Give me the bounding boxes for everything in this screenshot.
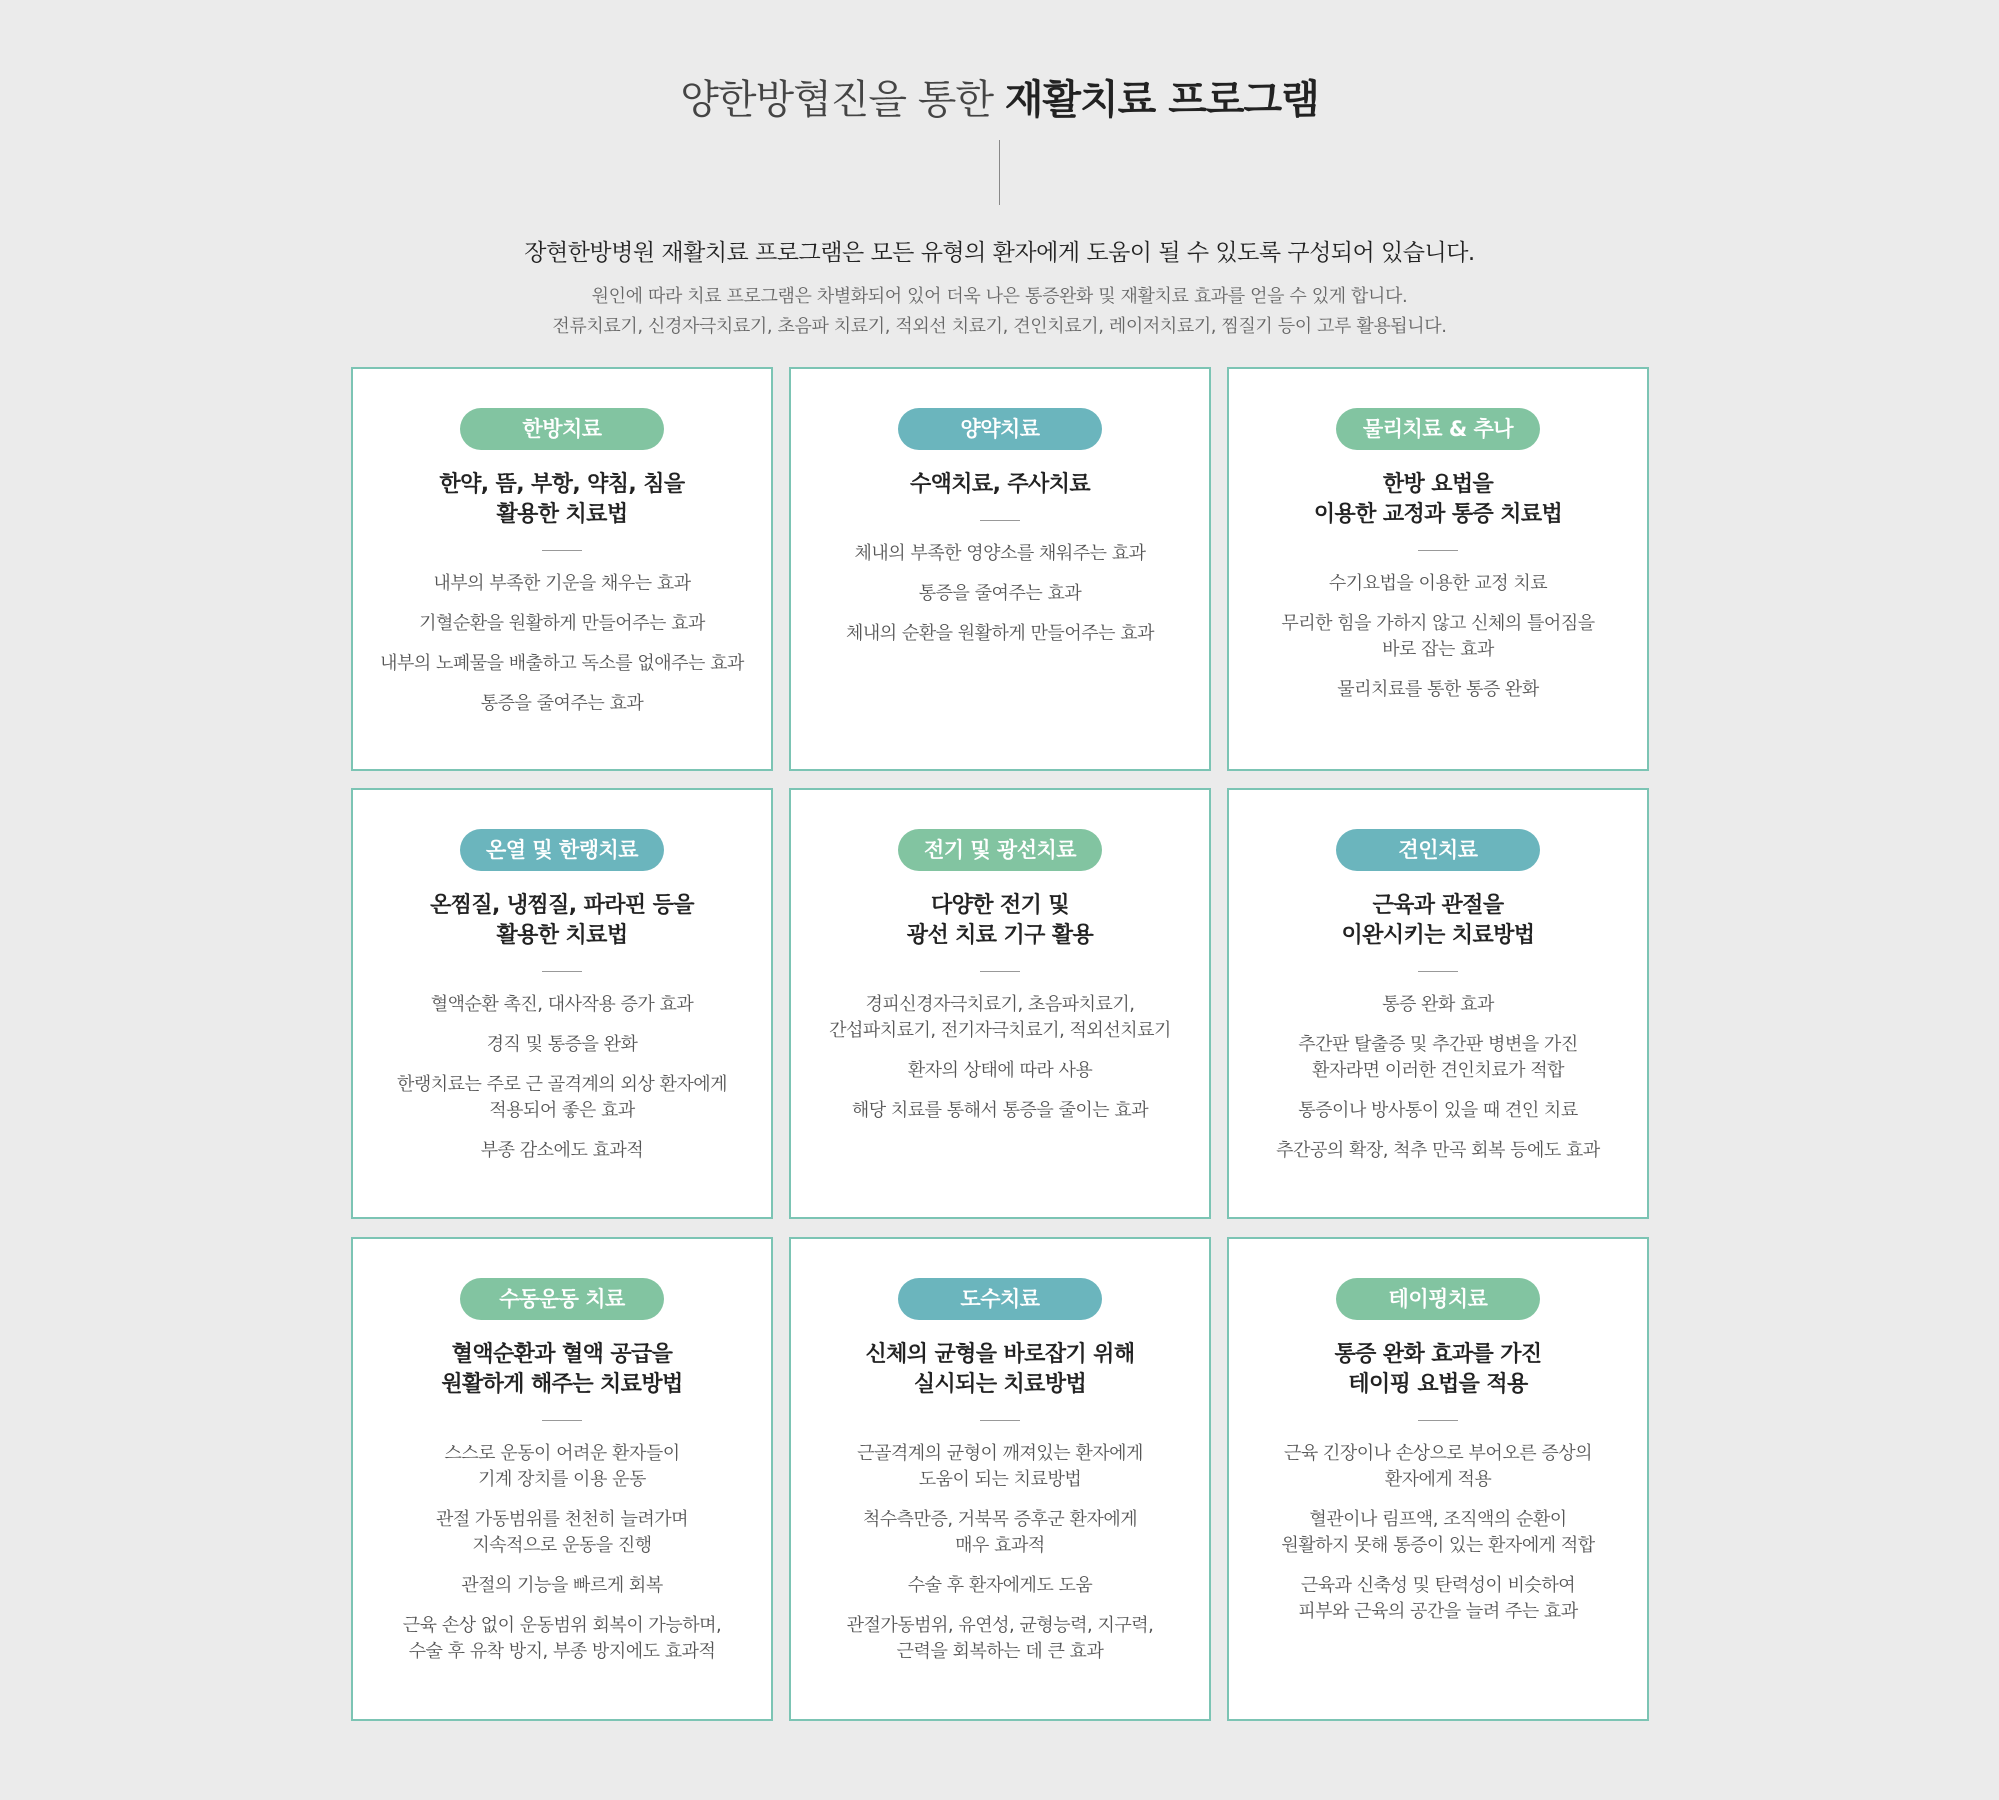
effect-item (363, 992, 761, 1018)
effect-item (801, 1613, 1199, 1665)
program-heading-line: 수액치료, 주사치료 (909, 472, 1091, 497)
effect-item (801, 1573, 1199, 1599)
title-bold: 재활치료 프로그램 (1004, 77, 1319, 123)
effect-item (363, 1507, 761, 1559)
effect-list (791, 1441, 1209, 1665)
effect-item (363, 611, 761, 637)
effect-list (1229, 1441, 1647, 1625)
program-card (789, 1237, 1211, 1721)
effect-item (363, 1573, 761, 1599)
effect-list (791, 992, 1209, 1124)
program-label-badge: 도수치료 (898, 1278, 1102, 1320)
program-label-badge: 전기 및 광선치료 (898, 829, 1102, 871)
effect-item-line: 기계 장치를 이용 운동 (478, 1469, 646, 1490)
program-heading-line: 신체의 균형을 바로잡기 위해 (865, 1342, 1135, 1367)
effect-list (353, 1441, 771, 1665)
program-heading (1229, 1340, 1647, 1400)
heading-separator (542, 1420, 582, 1421)
program-card (1227, 1237, 1649, 1721)
effect-item-line: 통증을 줄여주는 효과 (918, 583, 1082, 604)
heading-separator (1418, 550, 1458, 551)
effect-item-line: 지속적으로 운동을 진행 (472, 1535, 652, 1556)
effect-item (363, 651, 761, 677)
effect-item-line: 체내의 순환을 원활하게 만들어주는 효과 (846, 623, 1154, 644)
page-title (0, 74, 1999, 126)
effect-item-line: 추간공의 확장, 척추 만곡 회복 등에도 효과 (1276, 1140, 1600, 1161)
effect-item-line: 내부의 부족한 기운을 채우는 효과 (433, 573, 691, 594)
effect-item-line: 수술 후 환자에게도 도움 (907, 1575, 1093, 1596)
program-label-badge: 테이핑치료 (1336, 1278, 1540, 1320)
heading-separator (980, 971, 1020, 972)
program-card (789, 367, 1211, 771)
effect-item (363, 1072, 761, 1124)
program-heading-line: 온찜질, 냉찜질, 파라핀 등을 (430, 893, 694, 918)
effect-item-line: 간섭파치료기, 전기자극치료기, 적외선치료기 (829, 1020, 1171, 1041)
effect-item-line: 척수측만증, 거북목 증후군 환자에게 (862, 1509, 1138, 1530)
effect-item (1239, 611, 1637, 663)
program-heading (791, 891, 1209, 951)
description (0, 282, 1999, 342)
effect-item-line: 근육 긴장이나 손상으로 부어오른 증상의 (1284, 1443, 1592, 1464)
heading-separator (1418, 1420, 1458, 1421)
program-heading (353, 470, 771, 530)
program-heading-line: 테이핑 요법을 적용 (1348, 1372, 1528, 1397)
program-heading (353, 891, 771, 951)
title-divider (999, 140, 1000, 205)
effect-item (1239, 1032, 1637, 1084)
program-heading-line: 광선 치료 기구 활용 (906, 923, 1094, 948)
program-label-badge: 온열 및 한랭치료 (460, 829, 664, 871)
program-heading-line: 이용한 교정과 통증 치료법 (1313, 502, 1563, 527)
effect-item (801, 1441, 1199, 1493)
effect-item-line: 환자의 상태에 따라 사용 (907, 1060, 1093, 1081)
effect-list (791, 541, 1209, 647)
title-light: 양한방협진을 통한 (680, 77, 994, 123)
effect-item (801, 1058, 1199, 1084)
effect-item-line: 수기요법을 이용한 교정 치료 (1328, 573, 1548, 594)
program-heading-line: 원활하게 해주는 치료방법 (441, 1372, 683, 1397)
program-label-badge: 수동운동 치료 (460, 1278, 664, 1320)
effect-item (1239, 677, 1637, 703)
effect-item (1239, 992, 1637, 1018)
heading-separator (1418, 971, 1458, 972)
program-heading-line: 실시되는 치료방법 (913, 1372, 1087, 1397)
effect-item-line: 환자에게 적용 (1384, 1469, 1492, 1490)
heading-separator (980, 1420, 1020, 1421)
effect-item (1239, 1507, 1637, 1559)
effect-item-line: 통증을 줄여주는 효과 (480, 693, 644, 714)
effect-item-line: 통증이나 방사통이 있을 때 견인 치료 (1298, 1100, 1578, 1121)
program-heading (791, 470, 1209, 500)
effect-item-line: 부종 감소에도 효과적 (480, 1140, 644, 1161)
effect-item-line: 한랭치료는 주로 근 골격계의 외상 환자에게 (396, 1074, 728, 1095)
effect-item-line: 근력을 회복하는 데 큰 효과 (896, 1641, 1104, 1662)
effect-item-line: 체내의 부족한 영양소를 채워주는 효과 (854, 543, 1146, 564)
effect-item (363, 1138, 761, 1164)
program-heading-line: 한약, 뜸, 부항, 약침, 침을 (439, 472, 685, 497)
effect-item-line: 통증 완화 효과 (1382, 994, 1494, 1015)
effect-item (1239, 1573, 1637, 1625)
effect-item (1239, 571, 1637, 597)
effect-item-line: 추간판 탈출증 및 추간판 병변을 가진 (1298, 1034, 1578, 1055)
program-heading (791, 1340, 1209, 1400)
effect-list (353, 571, 771, 717)
effect-item (363, 571, 761, 597)
effect-item-line: 매우 효과적 (955, 1535, 1045, 1556)
program-heading (353, 1340, 771, 1400)
program-heading-line: 통증 완화 효과를 가진 (1334, 1342, 1542, 1367)
program-card (789, 788, 1211, 1219)
program-card (1227, 367, 1649, 771)
effect-item-line: 무리한 힘을 가하지 않고 신체의 틀어짐을 (1281, 613, 1595, 634)
program-label-badge: 물리치료 & 추나 (1336, 408, 1540, 450)
effect-item-line: 근육과 신축성 및 탄력성이 비슷하여 (1300, 1575, 1576, 1596)
effect-item-line: 근육 손상 없이 운동범위 회복이 가능하며, (402, 1615, 722, 1636)
effect-list (1229, 992, 1647, 1164)
heading-separator (542, 971, 582, 972)
effect-item-line: 혈관이나 림프액, 조직액의 순환이 (1309, 1509, 1567, 1530)
effect-item-line: 혈액순환 촉진, 대사작용 증가 효과 (430, 994, 694, 1015)
effect-item (363, 1441, 761, 1493)
description-line: 전류치료기, 신경자극치료기, 초음파 치료기, 적외선 치료기, 견인치료기, 레이저치료기, 찜질기 등이 고루 활용됩니다. (552, 316, 1447, 337)
program-heading-line: 이완시키는 치료방법 (1341, 923, 1535, 948)
effect-item (801, 581, 1199, 607)
effect-item (801, 1507, 1199, 1559)
effect-item-line: 근골격계의 균형이 깨져있는 환자에게 (857, 1443, 1143, 1464)
program-card (351, 788, 773, 1219)
effect-list (353, 992, 771, 1164)
program-heading (1229, 470, 1647, 530)
effect-item-line: 관절의 기능을 빠르게 회복 (461, 1575, 663, 1596)
effect-item-line: 해당 치료를 통해서 통증을 줄이는 효과 (851, 1100, 1149, 1121)
program-heading-line: 활용한 치료법 (496, 923, 628, 948)
program-label-badge: 양약치료 (898, 408, 1102, 450)
effect-item-line: 환자라면 이러한 견인치료가 적합 (1311, 1060, 1565, 1081)
effect-item-line: 물리치료를 통한 통증 완화 (1337, 679, 1539, 700)
heading-separator (542, 550, 582, 551)
heading-separator (980, 520, 1020, 521)
effect-item-line: 원활하지 못해 통증이 있는 환자에게 적합 (1281, 1535, 1595, 1556)
effect-item-line: 도움이 되는 치료방법 (918, 1469, 1082, 1490)
effect-item (801, 621, 1199, 647)
effect-item-line: 관절가동범위, 유연성, 균형능력, 지구력, (846, 1615, 1154, 1636)
program-label-badge: 한방치료 (460, 408, 664, 450)
program-card (351, 1237, 773, 1721)
effect-item (1239, 1441, 1637, 1493)
effect-item-line: 내부의 노폐물을 배출하고 독소를 없애주는 효과 (380, 653, 744, 674)
effect-item (801, 992, 1199, 1044)
effect-item (363, 1613, 761, 1665)
effect-item-line: 기혈순환을 원활하게 만들어주는 효과 (419, 613, 705, 634)
effect-item-line: 스스로 운동이 어려운 환자들이 (444, 1443, 680, 1464)
program-heading-line: 혈액순환과 혈액 공급을 (451, 1342, 673, 1367)
effect-item-line: 경직 및 통증을 완화 (486, 1034, 638, 1055)
effect-item-line: 피부와 근육의 공간을 늘려 주는 효과 (1298, 1601, 1578, 1622)
program-heading-line: 활용한 치료법 (496, 502, 628, 527)
description-line: 원인에 따라 치료 프로그램은 차별화되어 있어 더욱 나은 통증완화 및 재활치료 효과를 얻을 수 있게 합니다. (591, 286, 1408, 307)
program-heading (1229, 891, 1647, 951)
effect-item-line: 적용되어 좋은 효과 (489, 1100, 635, 1121)
effect-list (1229, 571, 1647, 703)
effect-item (363, 691, 761, 717)
program-heading-line: 한방 요법을 (1382, 472, 1494, 497)
effect-item-line: 바로 잡는 효과 (1382, 639, 1494, 660)
effect-item (801, 1098, 1199, 1124)
program-card (351, 367, 773, 771)
effect-item-line: 관절 가동범위를 천천히 늘려가며 (435, 1509, 689, 1530)
program-heading-line: 근육과 관절을 (1372, 893, 1504, 918)
effect-item (801, 541, 1199, 567)
effect-item (363, 1032, 761, 1058)
effect-item-line: 경피신경자극치료기, 초음파치료기, (865, 994, 1135, 1015)
lead-text: 장현한방병원 재활치료 프로그램은 모든 유형의 환자에게 도움이 될 수 있도록 구성되어 있습니다. (524, 240, 1475, 266)
effect-item (1239, 1138, 1637, 1164)
effect-item (1239, 1098, 1637, 1124)
program-card (1227, 788, 1649, 1219)
program-label-badge: 견인치료 (1336, 829, 1540, 871)
effect-item-line: 수술 후 유착 방지, 부종 방지에도 효과적 (408, 1641, 716, 1662)
program-heading-line: 다양한 전기 및 (930, 893, 1070, 918)
